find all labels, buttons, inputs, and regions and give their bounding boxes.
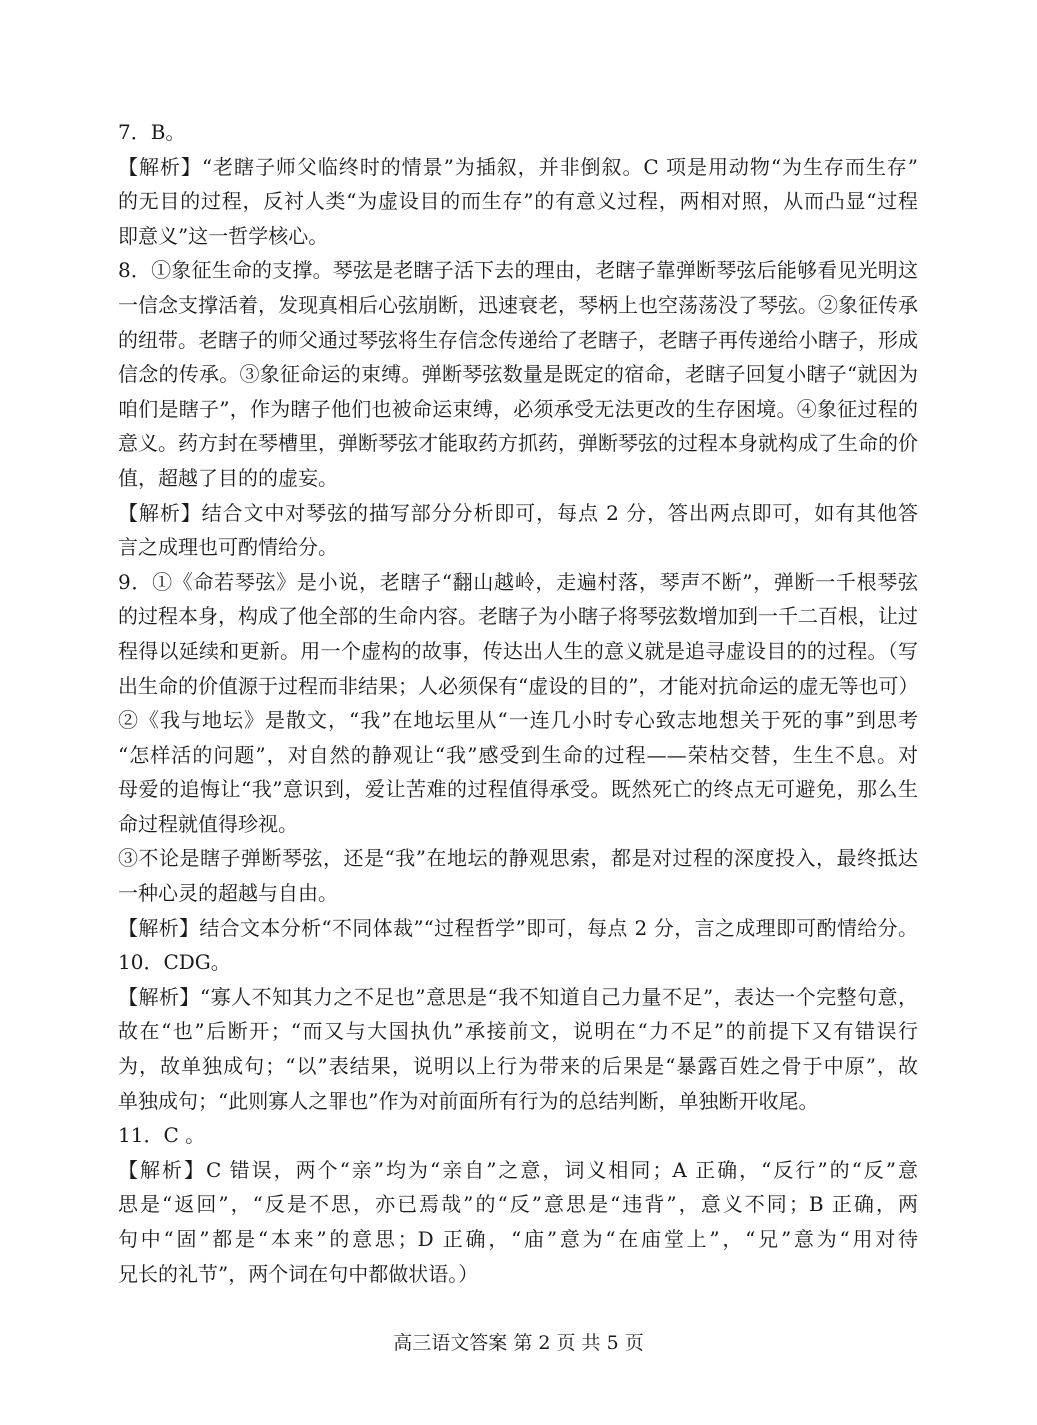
text-line: 故在“也”后断开；“而又与大国执仇”承接前文，说明在“力不足”的前提下又有错误行 <box>118 1019 918 1044</box>
text-line: 言之成理也可酌情给分。 <box>118 535 338 560</box>
text-line: ②《我与地坛》是散文，“我”在地坛里从“一连几小时专心致志地想关于死的事”到思考 <box>118 708 918 733</box>
text-line: 【解析】结合文中对琴弦的描写部分分析即可，每点 2 分，答出两点即可，如有其他答 <box>118 500 918 525</box>
text-line: 10．CDG。 <box>118 950 231 975</box>
text-line: 意义。药方封在琴槽里，弹断琴弦才能取药方抓药，弹断琴弦的过程本身就构成了生命的价 <box>118 431 918 456</box>
text-line: 出生命的价值源于过程而非结果；人必须保有“虚设的目的”，才能对抗命运的虚无等也可） <box>118 673 918 698</box>
text-line: 一种心灵的超越与自由。 <box>118 881 338 906</box>
text-line: 单独成句；“此则寡人之罪也”作为对前面所有行为的总结判断，单独断开收尾。 <box>118 1088 819 1113</box>
text-line: 的无目的过程，反衬人类“为虚设目的而生存”的有意义过程，两相对照，从而凸显“过程 <box>118 189 918 214</box>
text-line: “怎样活的问题”，对自然的静观让“我”感受到生命的过程——荣枯交替，生生不息。对 <box>118 742 918 767</box>
text-line: 值，超越了目的的虚妄。 <box>118 465 338 490</box>
text-line: 的过程本身，构成了他全部的生命内容。老瞎子为小瞎子将琴弦数增加到一千二百根，让过 <box>118 604 918 629</box>
text-line: 句中“固”都是“本来”的意思；D 正确，“庙”意为“在庙堂上”，“兄”意为“用对待 <box>118 1227 918 1251</box>
text-line: 【解析】“寡人不知其力之不足也”意思是“我不知道自己力量不足”，表达一个完整句意， <box>118 984 918 1009</box>
text-line: 11．C 。 <box>118 1123 206 1148</box>
text-line: 9．①《命若琴弦》是小说，老瞎子“翻山越岭，走遍村落，琴声不断”，弹断一千根琴弦 <box>118 569 918 594</box>
text-line: 兄长的礼节”，两个词在句中都做状语。） <box>118 1261 479 1286</box>
text-line: 思是“返回”，“反是不思，亦已焉哉”的“反”意思是“违背”，意义不同；B 正确，两 <box>118 1192 918 1217</box>
text-line: ③不论是瞎子弹断琴弦，还是“我”在地坛的静观思索，都是对过程的深度投入，最终抵达 <box>118 846 918 871</box>
text-line: 8．①象征生命的支撑。琴弦是老瞎子活下去的理由，老瞎子靠弹断琴弦后能够看见光明这 <box>118 258 918 283</box>
text-line: 信念的传承。③象征命运的束缚。弹断琴弦数量是既定的宿命，老瞎子回复小瞎子“就因为 <box>118 362 918 387</box>
text-line: 即意义”这一哲学核心。 <box>118 223 329 248</box>
page-footer: 高三语文答案 第 2 页 共 5 页 <box>393 1332 644 1354</box>
text-line: 命过程就值得珍视。 <box>118 811 298 836</box>
text-line: 的纽带。老瞎子的师父通过琴弦将生存信念传递给了老瞎子，老瞎子再传递给小瞎子，形成 <box>118 327 918 352</box>
text-line: 为，故单独成句；“以”表结果，说明以上行为带来的后果是“暴露百姓之骨于中原”，故 <box>118 1054 918 1079</box>
text-line: 程得以延续和更新。用一个虚构的故事，传达出人生的意义就是追寻虚设目的的过程。（写 <box>118 638 918 663</box>
text-line: 【解析】“老瞎子师父临终时的情景”为插叙，并非倒叙。C 项是用动物“为生存而生存” <box>118 154 918 179</box>
text-line: 【解析】结合文本分析“不同体裁”“过程哲学”即可，每点 2 分，言之成理即可酌情给分。 <box>118 915 918 940</box>
text-line: 咱们是瞎子”，作为瞎子他们也被命运束缚，必须承受无法更改的生存困境。④象征过程的 <box>118 396 918 421</box>
text-line: 母爱的追悔让“我”意识到，爱让苦难的过程值得承受。既然死亡的终点无可避免，那么生 <box>118 777 918 802</box>
answer-body <box>118 115 918 1291</box>
text-line: 7．B。 <box>118 120 186 144</box>
text-line: 【解析】C 错误，两个“亲”均为“亲自”之意，词义相同；A 正确，“反行”的“反”意 <box>118 1157 918 1182</box>
text-line: 一信念支撑活着，发现真相后心弦崩断，迅速衰老，琴柄上也空荡荡没了琴弦。②象征传承 <box>118 292 918 317</box>
